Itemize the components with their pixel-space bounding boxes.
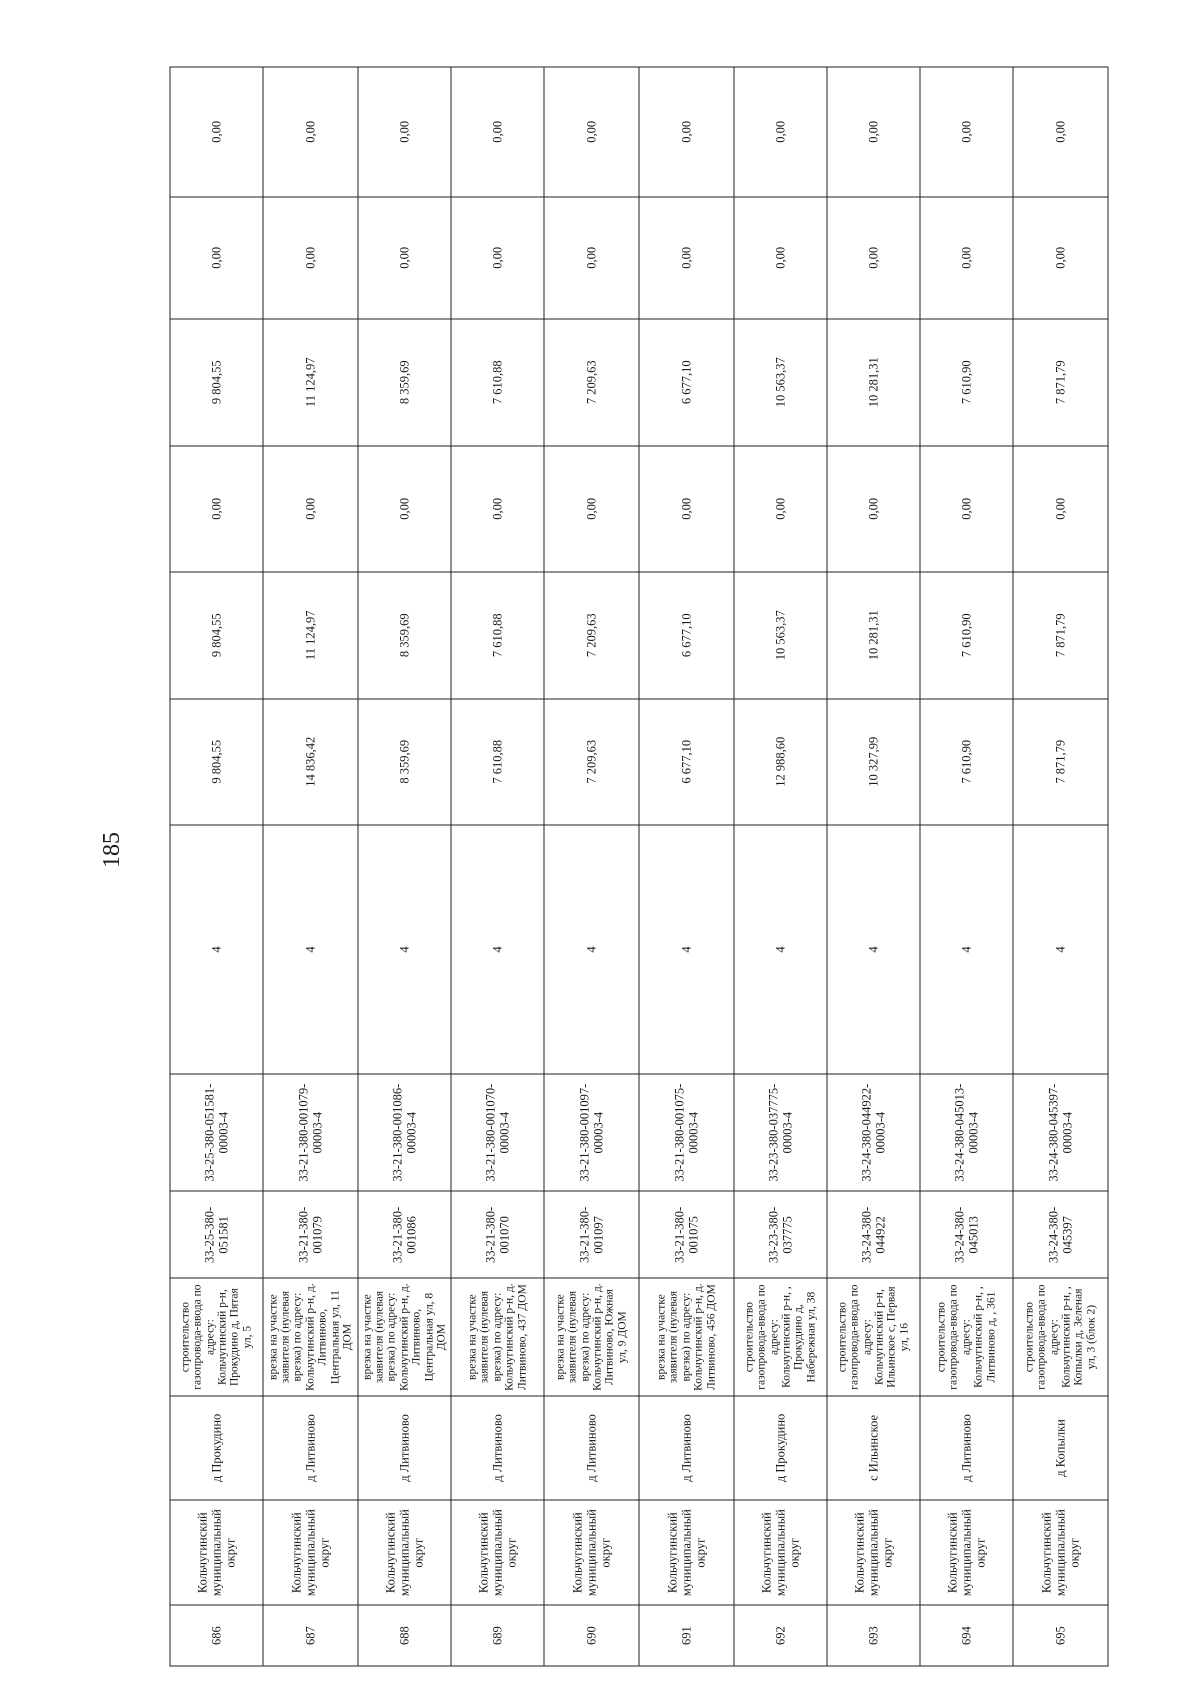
value-4-cell: 9 804,55 <box>170 319 263 446</box>
table-row <box>263 67 358 1666</box>
row-number-cell: 689 <box>451 1605 544 1666</box>
value-4-cell: 7 610,88 <box>451 319 544 446</box>
value-3-cell: 0,00 <box>358 445 451 572</box>
row-number-cell: 694 <box>920 1605 1013 1666</box>
value-2-cell: 9 804,55 <box>170 572 263 699</box>
locality-cell: д Прокудино <box>170 1395 263 1499</box>
value-6-cell: 0,00 <box>544 67 639 197</box>
district-cell: Кольчугинский муниципальный округ <box>639 1500 734 1605</box>
value-5-cell: 0,00 <box>639 196 734 318</box>
locality-cell: д Литвиново <box>920 1395 1013 1499</box>
table-row <box>170 67 263 1666</box>
value-5-cell: 0,00 <box>544 196 639 318</box>
address-code-cell: 33-21-380-001075 <box>639 1191 734 1278</box>
table-row <box>451 67 544 1666</box>
address-code-cell: 33-21-380-001079 <box>263 1191 358 1278</box>
category-cell: 4 <box>544 825 639 1074</box>
work-description-cell: строительство газопровода-ввода по адресу: Кольчугинский р-н, , Литвиново д, , 361 <box>920 1278 1013 1395</box>
value-5-cell: 0,00 <box>827 196 920 318</box>
value-4-cell: 8 359,69 <box>358 319 451 446</box>
address-code-cell: 33-23-380-037775 <box>734 1191 827 1278</box>
district-cell: Кольчугинский муниципальный округ <box>451 1500 544 1605</box>
value-4-cell: 7 871,79 <box>1013 319 1108 446</box>
value-5-cell: 0,00 <box>263 196 358 318</box>
work-description-cell: строительство газопровода-ввода по адресу: Кольчугинский р-н, , Копылки д, Зеленая ул, 3 (блок 2) <box>1013 1278 1108 1395</box>
row-number-cell: 691 <box>639 1605 734 1666</box>
address-code-cell: 33-24-380-045397 <box>1013 1191 1108 1278</box>
table-row <box>358 67 451 1666</box>
district-cell: Кольчугинский муниципальный округ <box>263 1500 358 1605</box>
value-3-cell: 0,00 <box>170 445 263 572</box>
value-2-cell: 6 677,10 <box>639 572 734 699</box>
category-cell: 4 <box>170 825 263 1074</box>
value-6-cell: 0,00 <box>358 67 451 197</box>
row-number-cell: 690 <box>544 1605 639 1666</box>
locality-cell: д Литвиново <box>544 1395 639 1499</box>
value-6-cell: 0,00 <box>170 67 263 197</box>
object-code-cell: 33-25-380-051581-00003-4 <box>170 1073 263 1190</box>
category-cell: 4 <box>263 825 358 1074</box>
value-4-cell: 7 610,90 <box>920 319 1013 446</box>
category-cell: 4 <box>920 825 1013 1074</box>
value-6-cell: 0,00 <box>920 67 1013 197</box>
value-3-cell: 0,00 <box>451 445 544 572</box>
value-4-cell: 6 677,10 <box>639 319 734 446</box>
category-cell: 4 <box>1013 825 1108 1074</box>
object-code-cell: 33-24-380-044922-00003-4 <box>827 1073 920 1190</box>
value-3-cell: 0,00 <box>263 445 358 572</box>
value-2-cell: 11 124,97 <box>263 572 358 699</box>
object-code-cell: 33-21-380-001079-00003-4 <box>263 1073 358 1190</box>
work-description-cell: врезка на участке заявителя (нулевая врезка) по адресу: Кольчугинский р-н, д. Литвиново, Центральная ул, 11 ДОМ <box>263 1278 358 1395</box>
value-2-cell: 7 871,79 <box>1013 572 1108 699</box>
address-code-cell: 33-25-380-051581 <box>170 1191 263 1278</box>
value-1-cell: 9 804,55 <box>170 698 263 825</box>
value-6-cell: 0,00 <box>451 67 544 197</box>
page-number: 185 <box>99 832 125 868</box>
address-code-cell: 33-21-380-001097 <box>544 1191 639 1278</box>
table-row <box>734 67 827 1666</box>
locality-cell: д Литвиново <box>263 1395 358 1499</box>
object-code-cell: 33-21-380-001086-00003-4 <box>358 1073 451 1190</box>
locality-cell: д Литвиново <box>639 1395 734 1499</box>
object-code-cell: 33-23-380-037775-00003-4 <box>734 1073 827 1190</box>
value-2-cell: 8 359,69 <box>358 572 451 699</box>
work-description-cell: строительство газопровода-ввода по адресу: Кольчугинский р-н, Прокудино д, Пятая ул, 5 <box>170 1278 263 1395</box>
table-row <box>544 67 639 1666</box>
value-3-cell: 0,00 <box>920 445 1013 572</box>
district-cell: Кольчугинский муниципальный округ <box>170 1500 263 1605</box>
value-4-cell: 10 281,31 <box>827 319 920 446</box>
value-2-cell: 7 610,88 <box>451 572 544 699</box>
work-description-cell: врезка на участке заявителя (нулевая врезка) по адресу: Кольчугинский р-н, д. Литвиново, 437 ДОМ <box>451 1278 544 1395</box>
row-number-cell: 693 <box>827 1605 920 1666</box>
value-5-cell: 0,00 <box>734 196 827 318</box>
value-3-cell: 0,00 <box>544 445 639 572</box>
value-6-cell: 0,00 <box>639 67 734 197</box>
address-code-cell: 33-21-380-001070 <box>451 1191 544 1278</box>
category-cell: 4 <box>639 825 734 1074</box>
value-1-cell: 6 677,10 <box>639 698 734 825</box>
value-1-cell: 7 610,88 <box>451 698 544 825</box>
district-cell: Кольчугинский муниципальный округ <box>827 1500 920 1605</box>
data-table <box>169 66 1108 1666</box>
district-cell: Кольчугинский муниципальный округ <box>358 1500 451 1605</box>
value-1-cell: 8 359,69 <box>358 698 451 825</box>
value-5-cell: 0,00 <box>170 196 263 318</box>
row-number-cell: 686 <box>170 1605 263 1666</box>
address-code-cell: 33-24-380-045013 <box>920 1191 1013 1278</box>
district-cell: Кольчугинский муниципальный округ <box>734 1500 827 1605</box>
category-cell: 4 <box>451 825 544 1074</box>
district-cell: Кольчугинский муниципальный округ <box>544 1500 639 1605</box>
value-3-cell: 0,00 <box>734 445 827 572</box>
work-description-cell: врезка на участке заявителя (нулевая врезка) по адресу: Кольчугинский р-н, д. Литвиново, 456 ДОМ <box>639 1278 734 1395</box>
value-3-cell: 0,00 <box>639 445 734 572</box>
locality-cell: д Литвиново <box>358 1395 451 1499</box>
locality-cell: с Ильинское <box>827 1395 920 1499</box>
category-cell: 4 <box>734 825 827 1074</box>
value-2-cell: 10 281,31 <box>827 572 920 699</box>
work-description-cell: строительство газопровода-ввода по адресу: Кольчугинский р-н, , Прокудино д, Набережная ул, 38 <box>734 1278 827 1395</box>
address-code-cell: 33-21-380-001086 <box>358 1191 451 1278</box>
table-body <box>170 67 1108 1666</box>
value-6-cell: 0,00 <box>1013 67 1108 197</box>
value-5-cell: 0,00 <box>920 196 1013 318</box>
table-row <box>827 67 920 1666</box>
district-cell: Кольчугинский муниципальный округ <box>1013 1500 1108 1605</box>
object-code-cell: 33-24-380-045397-00003-4 <box>1013 1073 1108 1190</box>
value-1-cell: 7 610,90 <box>920 698 1013 825</box>
locality-cell: д Копылки <box>1013 1395 1108 1499</box>
value-6-cell: 0,00 <box>827 67 920 197</box>
row-number-cell: 695 <box>1013 1605 1108 1666</box>
value-1-cell: 12 988,60 <box>734 698 827 825</box>
value-6-cell: 0,00 <box>263 67 358 197</box>
value-1-cell: 10 327,99 <box>827 698 920 825</box>
category-cell: 4 <box>827 825 920 1074</box>
locality-cell: д Литвиново <box>451 1395 544 1499</box>
object-code-cell: 33-24-380-045013-00003-4 <box>920 1073 1013 1190</box>
value-3-cell: 0,00 <box>827 445 920 572</box>
table-row <box>1013 67 1108 1666</box>
value-6-cell: 0,00 <box>734 67 827 197</box>
value-4-cell: 10 563,37 <box>734 319 827 446</box>
district-cell: Кольчугинский муниципальный округ <box>920 1500 1013 1605</box>
object-code-cell: 33-21-380-001070-00003-4 <box>451 1073 544 1190</box>
table-container <box>171 64 1106 1664</box>
value-1-cell: 7 871,79 <box>1013 698 1108 825</box>
value-1-cell: 14 836,42 <box>263 698 358 825</box>
value-4-cell: 7 209,63 <box>544 319 639 446</box>
value-5-cell: 0,00 <box>358 196 451 318</box>
object-code-cell: 33-21-380-001075-00003-4 <box>639 1073 734 1190</box>
address-code-cell: 33-24-380-044922 <box>827 1191 920 1278</box>
work-description-cell: строительство газопровода-ввода по адресу: Кольчугинский р-н, Ильинское с, Первая ул, 16 <box>827 1278 920 1395</box>
category-cell: 4 <box>358 825 451 1074</box>
table-row <box>639 67 734 1666</box>
work-description-cell: врезка на участке заявителя (нулевая врезка) по адресу: Кольчугинский р-н, д. Литвиново, Центральная ул, 8 ДОМ <box>358 1278 451 1395</box>
value-3-cell: 0,00 <box>1013 445 1108 572</box>
value-4-cell: 11 124,97 <box>263 319 358 446</box>
work-description-cell: врезка на участке заявителя (нулевая врезка) по адресу: Кольчугинский р-н, д. Литвиново, Южная ул, 9 ДОМ <box>544 1278 639 1395</box>
value-1-cell: 7 209,63 <box>544 698 639 825</box>
row-number-cell: 688 <box>358 1605 451 1666</box>
row-number-cell: 692 <box>734 1605 827 1666</box>
object-code-cell: 33-21-380-001097-00003-4 <box>544 1073 639 1190</box>
row-number-cell: 687 <box>263 1605 358 1666</box>
value-2-cell: 7 209,63 <box>544 572 639 699</box>
value-5-cell: 0,00 <box>451 196 544 318</box>
value-5-cell: 0,00 <box>1013 196 1108 318</box>
value-2-cell: 10 563,37 <box>734 572 827 699</box>
table-row <box>920 67 1013 1666</box>
locality-cell: д Прокудино <box>734 1395 827 1499</box>
value-2-cell: 7 610,90 <box>920 572 1013 699</box>
